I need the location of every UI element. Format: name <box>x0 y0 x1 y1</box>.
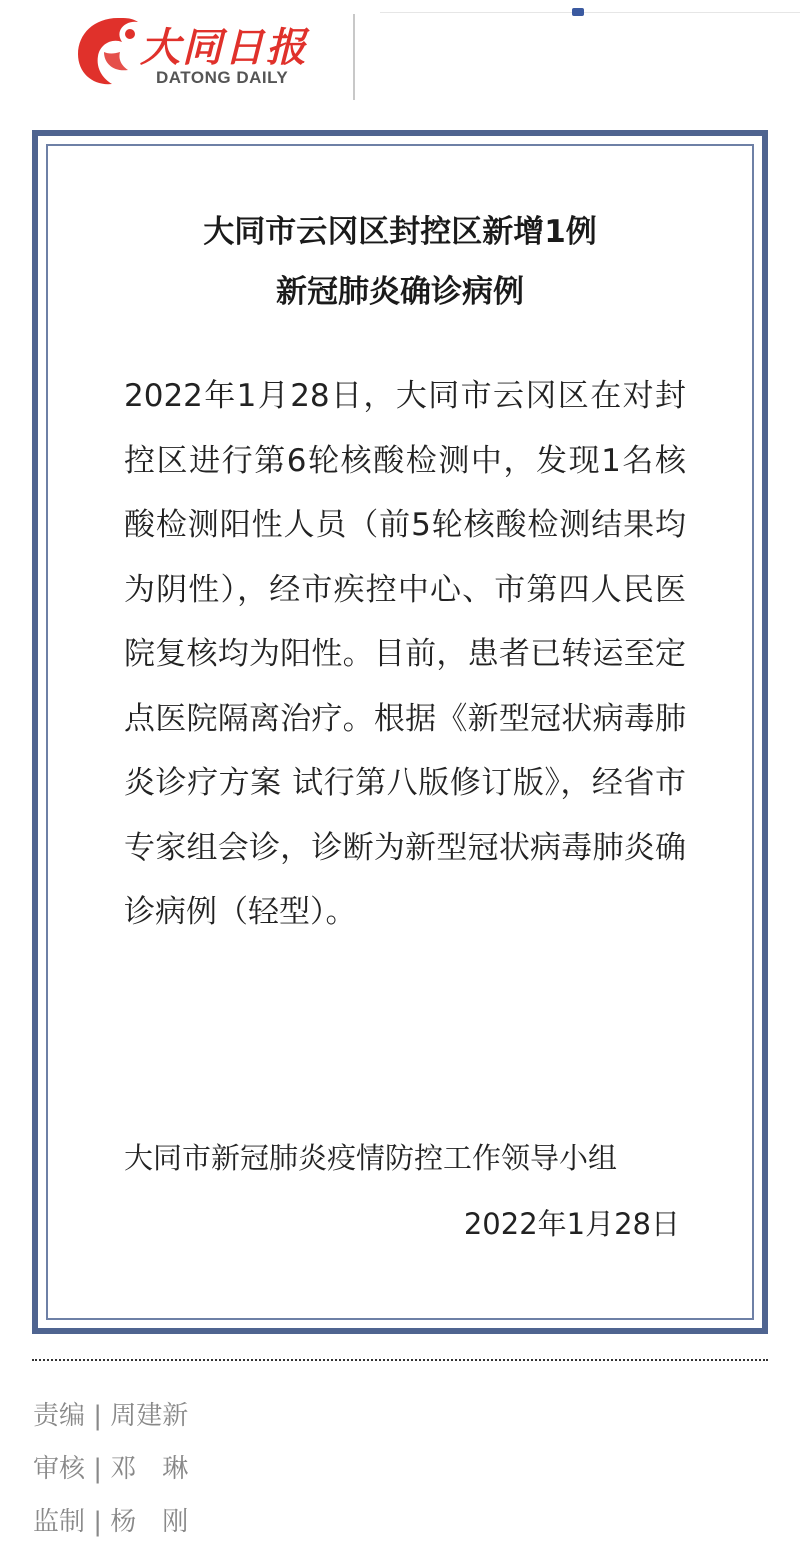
logo-chinese-text: 大同日报 <box>140 24 308 71</box>
datong-daily-logo[interactable] <box>74 12 334 92</box>
footer-divider <box>32 1359 768 1361</box>
logo-english-text: DATONG DAILY <box>156 68 289 87</box>
logo-swirl-icon <box>74 12 144 88</box>
notice-title-line-1: 大同市云冈区封控区新增1例 <box>203 214 597 250</box>
page-header <box>0 0 800 110</box>
header-divider <box>353 14 355 100</box>
top-rule <box>380 12 800 13</box>
notice-date: 2022年1月28日 <box>463 1207 680 1241</box>
notice-title-line-2: 新冠肺炎确诊病例 <box>276 274 524 310</box>
header-fragment-icon <box>572 8 584 16</box>
notice-signature: 大同市新冠肺炎疫情防控工作领导小组 <box>124 1141 618 1175</box>
credit-reviewer: 审核 | 邓 琳 <box>33 1454 189 1484</box>
notice-frame <box>32 130 768 1334</box>
credit-supervisor: 监制 | 杨 刚 <box>33 1507 189 1537</box>
notice-body: 2022年1月28日，大同市云冈区在对封控区进行第6轮核酸检测中，发现1名核酸检测阳性人员（前5轮核酸检测结果均为阴性），经市疾控中心、市第四人民医院复核均为阳性。目前，患者已转运至定点医院隔离治疗。根据《新型冠状病毒肺炎诊疗方案 试行第八版修订版》，经省市专家组会诊，诊断为新型冠状病毒肺炎确诊病例（轻型）。 <box>124 378 686 930</box>
credit-editor: 责编 | 周建新 <box>33 1401 189 1431</box>
